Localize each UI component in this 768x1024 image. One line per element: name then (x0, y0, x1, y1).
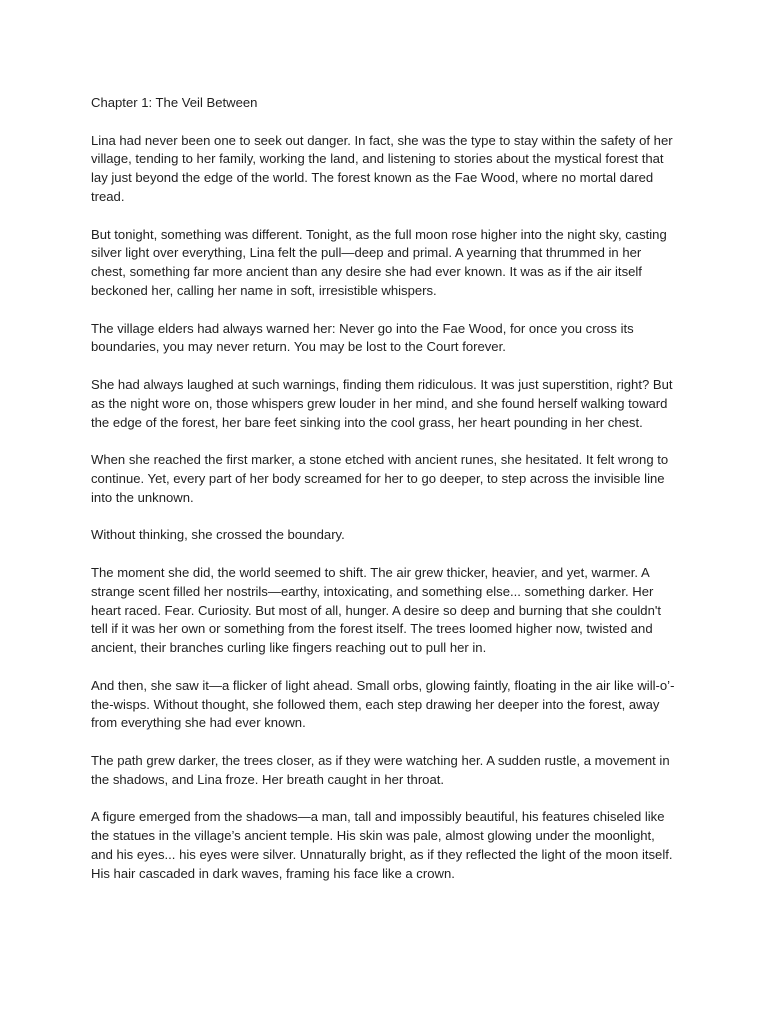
paragraph-2: But tonight, something was different. Tonight, as the full moon rose higher into the night sky, casting silver light over everything, Lina felt the pull—deep and primal. A yearning that thrummed in her chest, something far more ancient than any desire she had ever known. It was as if the air itself beckoned her, calling her name in soft, irresistible whispers. (91, 226, 667, 298)
paragraph-6: Without thinking, she crossed the boundary. (91, 527, 345, 543)
chapter-title: Chapter 1: The Veil Between (91, 95, 258, 110)
paragraph-5: When she reached the first marker, a stone etched with ancient runes, she hesitated. It felt wrong to continue. Yet, every part of her body screamed for her to go deeper, to step across the invisible line into the unknown. (91, 452, 669, 505)
paragraph-8: And then, she saw it—a flicker of light ahead. Small orbs, glowing faintly, floating in the air like will-o’-the-wisps. Without thought, she followed them, each step drawing her deeper into the forest, away from everything she had ever known. (91, 677, 675, 731)
paragraph-9: The path grew darker, the trees closer, as if they were watching her. A sudden rustle, a movement in the shadows, and Lina froze. Her breath caught in her throat. (91, 752, 670, 787)
paragraph-1: Lina had never been one to seek out danger. In fact, she was the type to stay within the safety of her village, tending to her family, working the land, and listening to stories about the mystical forest that lay just beyond the edge of the world. The forest known as the Fae Wood, where no mortal dared tread. (91, 132, 673, 204)
paragraph-10: A figure emerged from the shadows—a man, tall and impossibly beautiful, his features chiseled like the statues in the village’s ancient temple. His skin was pale, almost glowing under the moonlight, and his eyes... his eyes were silver. Unnaturally bright, as if they reflected the light of the moon itself. His hair cascaded in dark waves, framing his face like a crown. (91, 809, 673, 881)
paragraph-7: The moment she did, the world seemed to shift. The air grew thicker, heavier, and yet, warmer. A strange scent filled her nostrils—earthy, intoxicating, and something else... something darker. Her heart raced. Fear. Curiosity. But most of all, hunger. A desire so deep and burning that she couldn't tell if it was her own or something from the forest itself. The trees loomed higher now, twisted and ancient, their branches curling like fingers reaching out to pull her in. (91, 564, 661, 656)
paragraph-4: She had always laughed at such warnings, finding them ridiculous. It was just superstition, right? But as the night wore on, those whispers grew louder in her mind, and she found herself walking toward the edge of the forest, her bare feet sinking into the cool grass, her heart pounding in her chest. (91, 376, 673, 430)
paragraph-3: The village elders had always warned her: Never go into the Fae Wood, for once you cross its boundaries, you may never return. You may be lost to the Court forever. (91, 320, 634, 355)
